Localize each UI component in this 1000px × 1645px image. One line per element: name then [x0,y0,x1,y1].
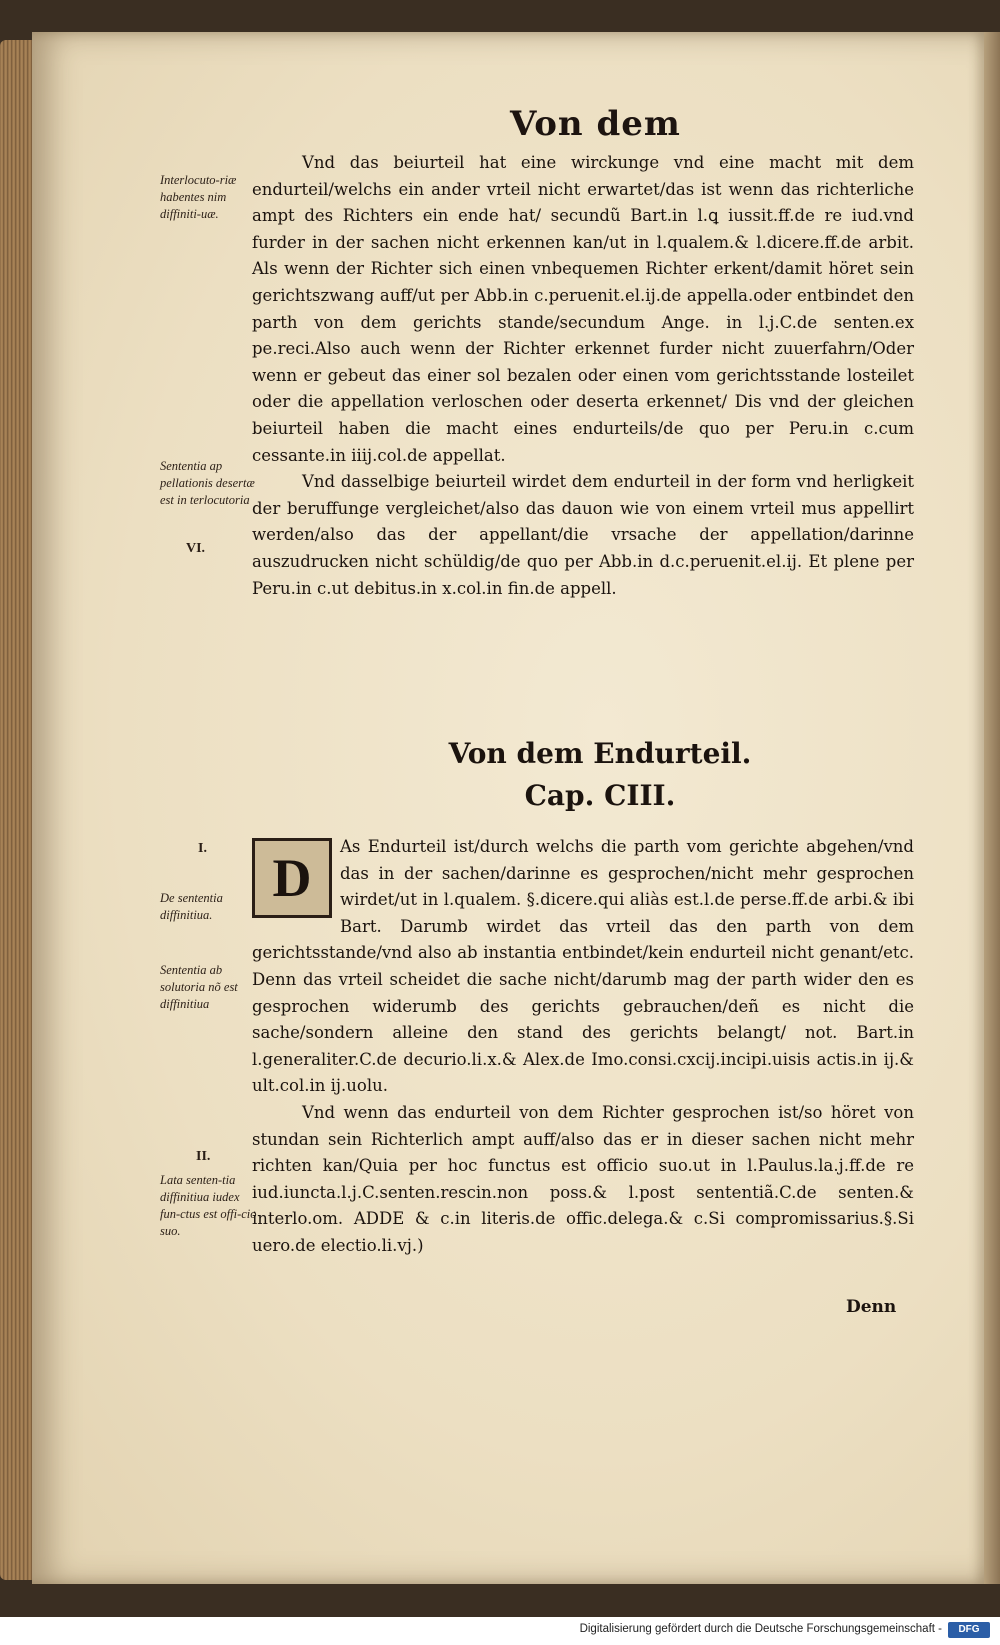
margin-note: Interlocuto-riæ habentes nim diffiniti-uæ. [160,173,237,221]
margin-note-number: II. [196,1149,211,1164]
chapter-title: Von dem Endurteil. [448,737,752,770]
book-page-edges [0,40,34,1580]
footer-bar [0,1617,1000,1645]
catchword: Denn [846,1297,897,1317]
chapter-number: Cap. CIII. [524,779,676,812]
paragraph: Vnd das beiurteil hat eine wirckunge vnd eine macht mit dem endurteil/welchs ein ander vrteil nicht erwartet/das ist wenn das richterliche ampt des Richters ein ende hat/ secundũ Bart.in l.ꝗ iussit.ff.de re iud.vnd furder in der sachen nicht erkennen kan/ut in l.qualem.& l.dicere.ff.de arbit. Als wenn der Richter sich einen vnbequemen Richter erkent/damit höret sein gerichtszwang auff/ut per Abb.in c.peruenit.el.ij.de appella.oder entbindet den parth von dem gerichts stande/secundum Ange. in l.j.C.de senten.ex pe.reci.Also auch wenn der Richter erkennet furder nicht zuuerfahrn/Oder wenn er gebeut das einer sol bezalen oder einen vom gerichtsstande losteilet oder die appellation verloschen oder deserta erkennet/ Dis vnd der gleichen beiurteil haben die macht eines endurteils/de quo per Peru.in c.cum cessante.in iiij.col.de appellat. [252,153,914,465]
paragraph: As Endurteil ist/durch welchs die parth vom gerichte abgehen/vnd das in der sachen/darinne es gesprochen/nicht mehr gesprochen wirdet/ut in l.qualem. §.dicere.qui aliàs est.l.de perse.ff.de arbi.& ibi Bart. Darumb wirdet das vrteil das den parth von dem gerichtsstande/vnd also ab instantia entbindet/kein endurteil nicht genant/etc. Denn das vrteil scheidet die sache nicht/darumb mag der parth wider den es gesprochen widerumb des gerichts gebrauchen/deñ es nicht die sache/sondern alleine den stand des gerichts belangt/ not. Bart.in l.generaliter.C.de decurio.li.x.& Alex.de Imo.consi.cxcij.incipi.uisis actis.in ij.& ult.col.in ij.uolu. [252,837,914,1096]
dfg-logo: DFG [948,1622,990,1638]
paragraph: Vnd dasselbige beiurteil wirdet dem endurteil in der form vnd herligkeit der beruffunge vergleichet/also das dauon wie von einem vrteil mus appellirt werden/also das der appellant/die vrsache der appellation/darinne auszudrucken nicht schüldig/de quo per Abb.in d.c.peruenit.el.ij. Et plene per Peru.in c.ut debitus.in x.col.in fin.de appell. [252,472,914,598]
running-header: Von dem [510,104,681,144]
decorated-initial: D [252,838,332,918]
margin-note: De sententia diffinitiua. [160,891,223,922]
margin-note: Sententia ab solutoria nõ est diffinitiua [160,963,238,1011]
body-text-top [252,150,914,602]
body-text-chapter [252,834,914,1260]
margin-note-number: I. [198,841,207,856]
paragraph: Vnd wenn das endurteil von dem Richter gesprochen ist/so höret von stundan sein Richterlich ampt auff/also das er in dieser sachen nicht mehr richten kan/Quia per hoc functus est officio suo.ut in l.Paulus.la.j.ff.de re iud.iuncta.l.j.C.senten.rescin.non poss.& l.post sententiã.C.de senten.& interlo.om. ADDE & c.in literis.de offic.delega.& c.Si compromissarius.§.Si uero.de electio.li.vj.) [252,1102,914,1255]
margin-note: Sententia ap pellationis desertæ est in terlocutoria [160,459,255,507]
margin-note: Lata senten-tia diffinitiua iudex fun-ctus est offi-cio suo. [160,1173,257,1238]
margin-note-number: VI. [186,541,206,556]
footer-credit: Digitalisierung gefördert durch die Deutsche Forschungsgemeinschaft - [579,1623,942,1635]
